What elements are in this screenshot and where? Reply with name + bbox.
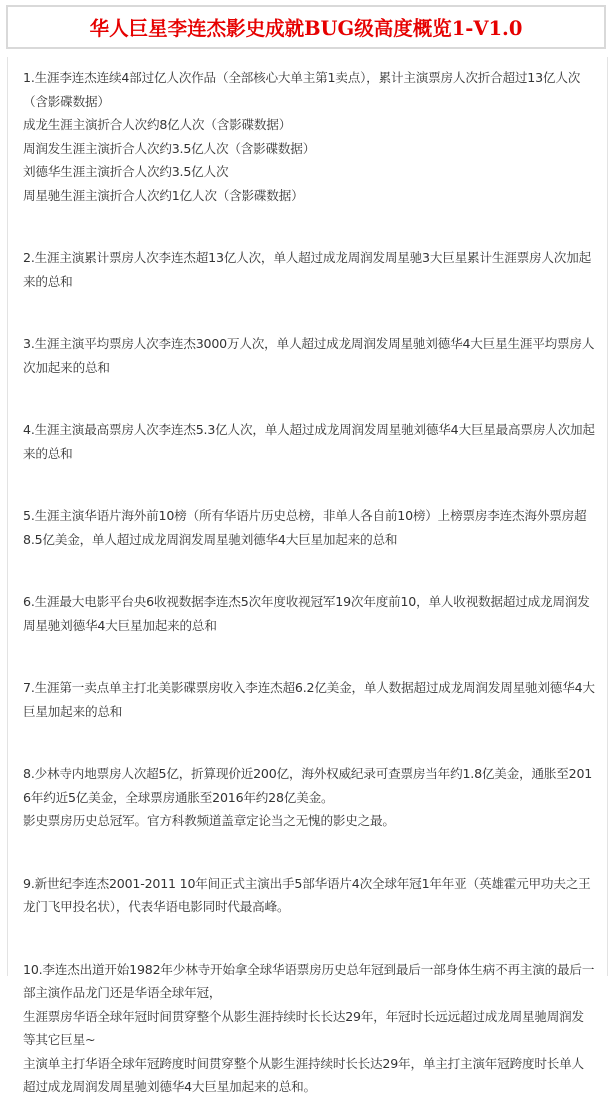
paragraph-line: 主演单主打华语全球年冠跨度时间贯穿整个从影生涯持续时长长达29年，单主打主演年冠跨度时长单人超过成龙周润发周星驰刘德华4大巨星加起来的总和。 [23, 1055, 584, 1094]
paragraph-line: 4.生涯主演最高票房人次李连杰5.3亿人次，单人超过成龙周润发周星驰刘德华4大巨星最高票房人次加起来的总和 [23, 422, 595, 461]
paragraph-line: 周润发生涯主演折合人次约3.5亿人次（含影碟数据） [23, 140, 316, 156]
section-3 [23, 332, 595, 379]
section-8 [23, 762, 595, 833]
paragraph-line: 5.生涯主演华语片海外前10榜（所有华语片历史总榜，非单人各自前10榜）上榜票房李连杰海外票房超8.5亿美金，单人超过成龙周润发周星驰刘德华4大巨星加起来的总和 [23, 508, 587, 547]
section-7 [23, 676, 595, 723]
section-5 [23, 504, 595, 551]
paragraph-line: 9.新世纪李连杰2001-2011 10年间正式主演出手5部华语片4次全球年冠1年年亚（英雄霍元甲功夫之王龙门飞甲投名状），代表华语电影同时代最高峰。 [23, 875, 591, 914]
section-10 [23, 958, 595, 1099]
article-body [7, 57, 608, 1094]
section-6 [23, 590, 595, 637]
title-banner [6, 5, 606, 49]
paragraph-line: 周星驰生涯主演折合人次约1亿人次（含影碟数据） [23, 187, 304, 203]
paragraph-line: 刘德华生涯主演折合人次约3.5亿人次 [23, 164, 229, 179]
page-title: 华人巨星李连杰影史成就BUG级高度概览1-V1.0 [89, 17, 523, 40]
paragraph-line: 10.李连杰出道开始1982年少林寺开始拿全球华语票房历史总年冠到最后一部身体生病不再主演的最后一部主演作品龙门还是华语全球年冠， [23, 961, 595, 1000]
paragraph-line: 3.生涯主演平均票房人次李连杰3000万人次，单人超过成龙周润发周星驰刘德华4大巨星生涯平均票房人次加起来的总和 [23, 336, 595, 375]
paragraph-line: 8.少林寺内地票房人次超5亿，折算现价近200亿，海外权威纪录可查票房当年约1.8亿美金，通胀至2016年约近5亿美金，全球票房通胀至2016年约28亿美金。 [23, 766, 593, 805]
paragraph-line: 生涯票房华语全球年冠时间贯穿整个从影生涯持续时长长达29年，年冠时长远远超过成龙周星驰周润发等其它巨星~ [23, 1008, 584, 1047]
section-2 [23, 246, 595, 293]
section-9 [23, 872, 595, 919]
section-4 [23, 418, 595, 465]
paragraph-line: 影史票房历史总冠军。官方科教频道盖章定论当之无愧的影史之最。 [23, 813, 395, 828]
paragraph-line: 6.生涯最大电影平台央6收视数据李连杰5次年度收视冠军19次年度前10，单人收视数据超过成龙周润发周星驰刘德华4大巨星加起来的总和 [23, 594, 590, 633]
paragraph-line: 7.生涯第一卖点单主打北美影碟票房收入李连杰超6.2亿美金，单人数据超过成龙周润发周星驰刘德华4大巨星加起来的总和 [23, 680, 595, 719]
paragraph-line: 成龙生涯主演折合人次约8亿人次（含影碟数据） [23, 117, 292, 132]
paragraph-line: 1.生涯李连杰连续4部过亿人次作品（全部核心大单主第1卖点），累计主演票房人次折合超过13亿人次（含影碟数据） [23, 70, 581, 109]
section-1 [23, 66, 595, 207]
paragraph-line: 2.生涯主演累计票房人次李连杰超13亿人次，单人超过成龙周润发周星驰3大巨星累计生涯票房人次加起来的总和 [23, 250, 591, 289]
